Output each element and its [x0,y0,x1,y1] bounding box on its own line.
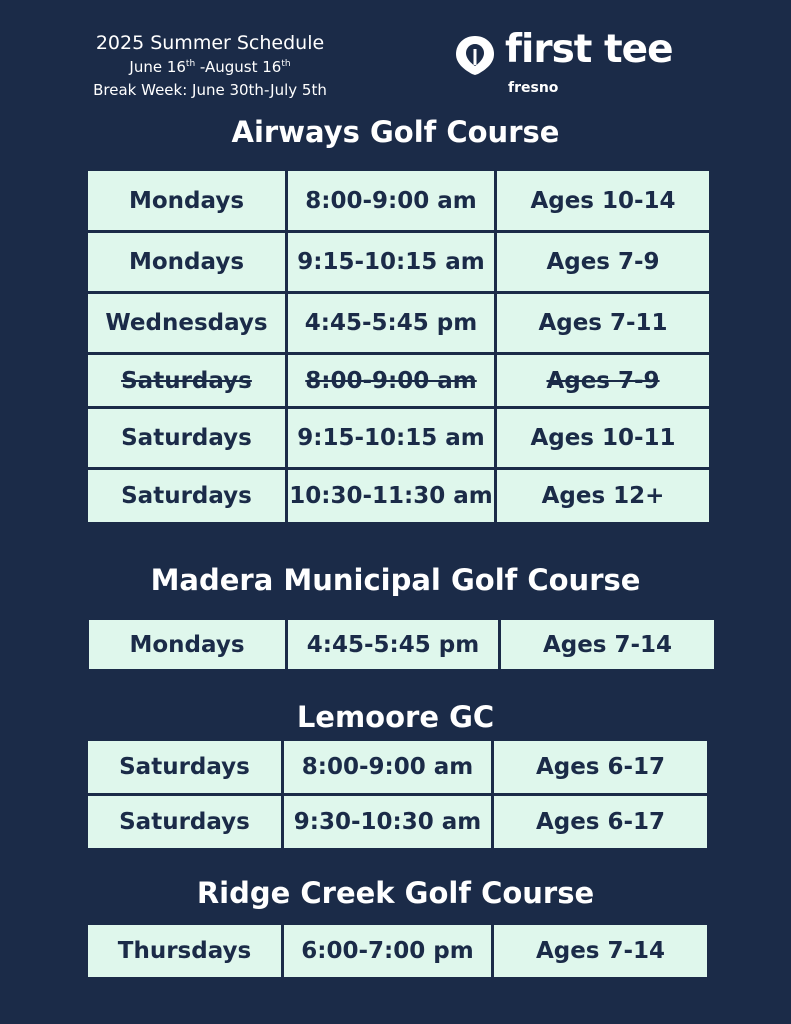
time-cell: 9:15-10:15 am [288,409,494,467]
day-cell: Saturdays [88,741,281,793]
dates-end-sup: th [281,59,291,69]
logo-wordmark: first tee [505,27,673,72]
schedule-table-lemoore [85,738,710,851]
ages-cell: Ages 12+ [497,470,709,522]
schedule-table-madera [86,617,717,672]
table-row [89,620,714,669]
schedule-header [60,30,360,102]
ages-cell: Ages 10-11 [497,409,709,467]
table-row [88,925,707,977]
day-cell: Wednesdays [88,294,285,352]
time-cell: 8:00-9:00 am [284,741,491,793]
time-cell: 10:30-11:30 am [288,470,494,522]
time-cell: 9:15-10:15 am [288,233,494,291]
day-cell: Mondays [89,620,285,669]
break-week: Break Week: June 30th-July 5th [93,81,327,99]
ages-cell: Ages 7-11 [497,294,709,352]
ages-cell: Ages 6-17 [494,741,707,793]
table-row [88,796,707,848]
schedule-dates [60,56,360,79]
dates-sep: -August 16 [195,58,282,76]
schedule-title: 2025 Summer Schedule [95,32,325,54]
dates-start-sup: th [185,59,196,69]
ages-cell: Ages 7-14 [501,620,714,669]
schedule-table-ridge-creek [85,922,710,980]
time-cell: 4:45-5:45 pm [288,620,498,669]
section-title-madera: Madera Municipal Golf Course [150,563,641,597]
day-cell: Mondays [88,171,285,230]
day-cell: Saturdays [88,470,285,522]
table-row [88,470,709,522]
first-tee-logo [455,27,685,103]
logo-subtext: fresno [508,80,559,96]
schedule-table-airways [85,168,712,525]
section-title-lemoore: Lemoore GC [296,700,495,734]
table-row [88,294,709,352]
ages-cell: Ages 7-14 [494,925,707,977]
time-cell: 8:00-9:00 am [288,355,494,406]
table-row [88,233,709,291]
table-row [88,409,709,467]
time-cell: 8:00-9:00 am [288,171,494,230]
table-row-cancelled [88,355,709,406]
section-title-ridge-creek: Ridge Creek Golf Course [196,876,595,910]
time-cell: 4:45-5:45 pm [288,294,494,352]
table-row [88,741,707,793]
location-pin-icon [455,35,495,75]
day-cell: Mondays [88,233,285,291]
table-row [88,171,709,230]
day-cell: Thursdays [88,925,281,977]
section-title-airways: Airways Golf Course [231,115,560,149]
time-cell: 6:00-7:00 pm [284,925,491,977]
ages-cell: Ages 7-9 [497,233,709,291]
day-cell: Saturdays [88,409,285,467]
ages-cell: Ages 7-9 [497,355,709,406]
time-cell: 9:30-10:30 am [284,796,491,848]
ages-cell: Ages 10-14 [497,171,709,230]
day-cell: Saturdays [88,796,281,848]
day-cell: Saturdays [88,355,285,406]
ages-cell: Ages 6-17 [494,796,707,848]
dates-start: June 16 [129,58,186,76]
